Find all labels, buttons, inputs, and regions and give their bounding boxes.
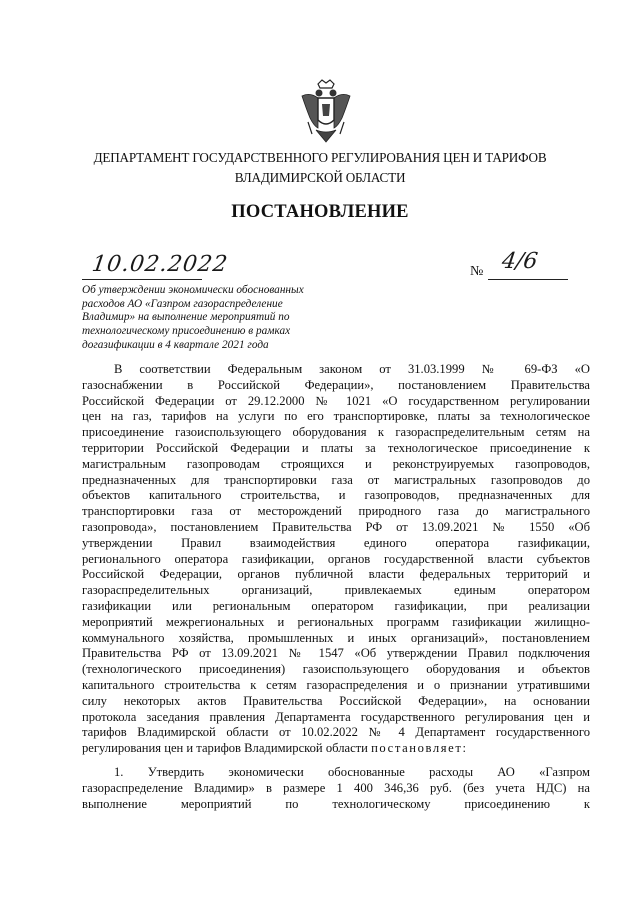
body-line: Правительства РФ от 13.09.2021 № 1547 «Об утверждении Правил подключения <box>82 646 590 661</box>
clause-1-line: выполнение мероприятий по технологическому присоединению к <box>82 796 590 811</box>
clause-1-line: 1. Утвердить экономически обоснованные расходы АО «Газпром <box>114 764 590 779</box>
subject-line: расходов АО «Газпром газораспределение <box>82 297 283 310</box>
subject-line: технологическому присоединению в рамках <box>82 325 291 338</box>
body-line-final <box>82 741 590 757</box>
body-line-final-text: регулирования цен и тарифов Владимирской области <box>82 741 372 756</box>
body-line: регионального оператора газификации, органов государственной власти субъектов <box>82 551 590 566</box>
paragraph-gap <box>82 757 590 765</box>
number-underline <box>488 279 568 280</box>
body-line: протокола заседания правления Департамента государственного регулирования цен и <box>82 709 590 724</box>
body-line: объектов капитального строительства, и газопроводов, предназначенных для <box>82 488 590 503</box>
body-line: В соответствии Федеральным законом от 31.03.1999 № 69-ФЗ «О <box>114 362 590 376</box>
body-line: (технологического присоединения) газоиспользующего оборудования и объектов <box>82 662 590 677</box>
body-line: территории Российской Федерации и платы за технологическое присоединение к <box>82 440 590 455</box>
document-body <box>82 362 590 812</box>
body-line: капитального строительства к сетям газораспределения и о признании утратившими <box>82 677 590 692</box>
body-line: магистральным газопроводам строящихся и реконструируемых газопроводов, <box>82 456 590 471</box>
body-line: Российской Федерации от 29.12.2000 № 1021 «О государственном регулировании <box>82 393 590 408</box>
body-line: Российской Федерации, органов публичной власти федеральных территорий и <box>82 567 590 582</box>
department-name-line2: ВЛАДИМИРСКОЙ ОБЛАСТИ <box>234 170 406 185</box>
body-line: мероприятий межрегиональных и региональных программ газификации жилищно- <box>82 614 590 629</box>
number-sign: № <box>470 264 484 279</box>
date-underline <box>82 279 202 280</box>
body-line: газоснабжении в Российской Федерации», постановлением Правительства <box>82 377 590 392</box>
body-line: предназначенных для транспортировки газа от магистральных газопроводов до <box>82 472 590 487</box>
resolves-keyword: постановляет: <box>371 741 468 756</box>
body-line: утверждении Правил взаимодействия единого оператора газификации, <box>82 535 590 550</box>
document-number: 4/6 <box>500 249 540 274</box>
document-title: ПОСТАНОВЛЕНИЕ <box>231 202 409 222</box>
department-name-line1: ДЕПАРТАМЕНТ ГОСУДАРСТВЕННОГО РЕГУЛИРОВАНИЯ ЦЕН И ТАРИФОВ <box>93 150 547 165</box>
body-line: газораспределительных организаций, привлекаемых единым оператором <box>82 583 590 598</box>
body-line: тарифов Владимирской области от 10.02.2022 № 4 Департамент государственного <box>82 725 590 740</box>
document-date: 10.02.2022 <box>90 252 230 277</box>
subject-line: Об утверждении экономически обоснованных <box>82 284 304 296</box>
clause-1-line: газораспределение Владимир» в размере 1 400 346,36 руб. (без учета НДС) на <box>82 780 590 795</box>
body-line: коммунального хозяйства, промышленных и иных организаций», постановлением <box>82 630 590 645</box>
body-line: газопровода», постановлением Правительства РФ от 13.09.2021 № 1550 «Об <box>82 519 590 534</box>
body-line: присоединение газоиспользующего оборудования к газораспределительным сетям на <box>82 425 590 440</box>
subject-line: Владимир» на выполнение мероприятий по <box>82 311 290 324</box>
body-line: цен на газ, тарифов на услуги по его транспортировке, платы за технологическое <box>82 409 590 424</box>
body-line: транспортировки газа от месторождений природного газа до магистрального <box>82 504 590 519</box>
subject-line: догазификации в 4 квартале 2021 года <box>82 338 269 351</box>
coat-of-arms-icon <box>296 78 356 148</box>
document-subject <box>82 284 322 353</box>
body-line: силу некоторых актов Правительства Российской Федерации», на основании <box>82 693 590 708</box>
body-line: газификации или региональным оператором газификации, при реализации <box>82 598 590 613</box>
